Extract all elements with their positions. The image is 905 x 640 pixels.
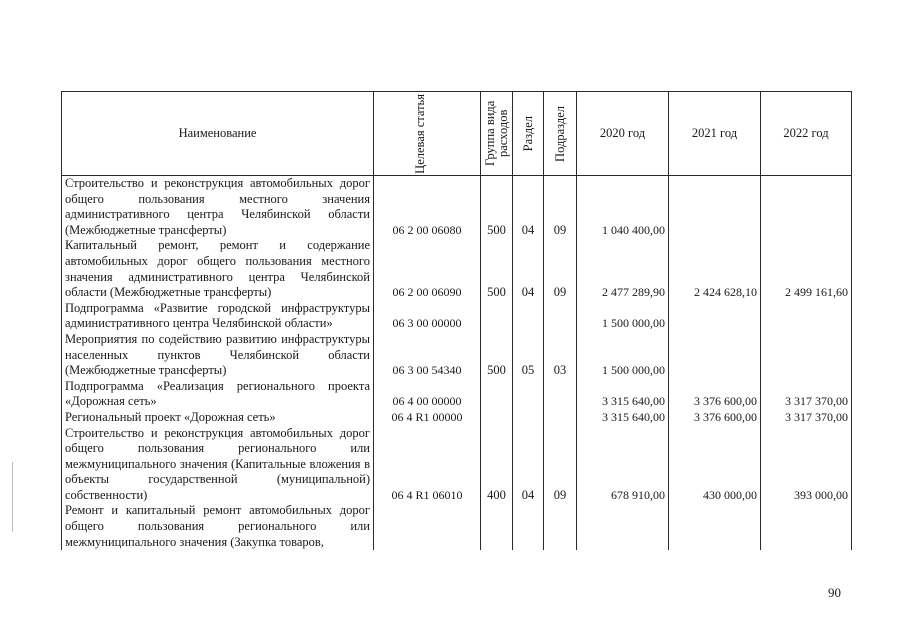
header-section xyxy=(513,92,544,176)
row-2020: 3 315 640,00 xyxy=(577,410,669,426)
row-2022 xyxy=(761,503,852,550)
row-2021 xyxy=(669,301,761,332)
row-code: 06 3 00 54340 xyxy=(374,332,481,379)
row-name: Строительство и реконструкция автомобильных дорог общего пользования регионального или межмуниципального значения (Капитальные вложения в объекты государственной (муниципальной) собственности) xyxy=(62,426,374,504)
scan-edge-mark xyxy=(12,462,13,532)
row-code: 06 4 R1 06010 xyxy=(374,426,481,504)
row-2021 xyxy=(669,332,761,379)
row-group: 500 xyxy=(481,238,513,300)
row-section: 04 xyxy=(513,426,544,504)
row-code: 06 3 00 00000 xyxy=(374,301,481,332)
row-name: Подпрограмма «Реализация регионального проекта «Дорожная сеть» xyxy=(62,379,374,410)
row-section xyxy=(513,379,544,410)
page-number: 90 xyxy=(828,585,841,600)
row-2022: 3 317 370,00 xyxy=(761,410,852,426)
row-section xyxy=(513,503,544,550)
row-2021: 3 376 600,00 xyxy=(669,410,761,426)
header-subsection xyxy=(544,92,577,176)
row-2020: 1 500 000,00 xyxy=(577,332,669,379)
table-row xyxy=(62,332,852,379)
row-subsection: 09 xyxy=(544,426,577,504)
row-2020: 1 500 000,00 xyxy=(577,301,669,332)
row-code: 06 4 R1 00000 xyxy=(374,410,481,426)
row-group xyxy=(481,503,513,550)
header-section-label: Раздел xyxy=(520,115,535,152)
header-target-article xyxy=(374,92,481,176)
header-expense-group-label: Группа вида расходов xyxy=(482,100,510,167)
row-2022 xyxy=(761,301,852,332)
row-name: Региональный проект «Дорожная сеть» xyxy=(62,410,374,426)
row-group: 500 xyxy=(481,332,513,379)
header-subsection-label: Подраздел xyxy=(552,105,567,162)
table-row xyxy=(62,238,852,300)
header-year-2022: 2022 год xyxy=(761,92,852,176)
row-name: Мероприятия по содействию развитию инфраструктуры населенных пунктов Челябинской области (Межбюджетные трансферты) xyxy=(62,332,374,379)
row-section xyxy=(513,410,544,426)
row-2020 xyxy=(577,503,669,550)
table-row xyxy=(62,301,852,332)
table-row xyxy=(62,426,852,504)
row-2021 xyxy=(669,503,761,550)
row-2021: 3 376 600,00 xyxy=(669,379,761,410)
row-2022: 393 000,00 xyxy=(761,426,852,504)
row-subsection xyxy=(544,503,577,550)
row-subsection xyxy=(544,410,577,426)
row-2022 xyxy=(761,332,852,379)
row-subsection: 03 xyxy=(544,332,577,379)
row-section: 04 xyxy=(513,176,544,239)
row-subsection: 09 xyxy=(544,176,577,239)
row-2021: 430 000,00 xyxy=(669,426,761,504)
row-section: 04 xyxy=(513,238,544,300)
table-row xyxy=(62,176,852,239)
row-section: 05 xyxy=(513,332,544,379)
row-2020: 678 910,00 xyxy=(577,426,669,504)
row-subsection: 09 xyxy=(544,238,577,300)
header-name: Наименование xyxy=(62,92,374,176)
row-group xyxy=(481,410,513,426)
row-2020: 3 315 640,00 xyxy=(577,379,669,410)
row-group xyxy=(481,379,513,410)
row-2022: 2 499 161,60 xyxy=(761,238,852,300)
row-2022 xyxy=(761,176,852,239)
row-2020: 2 477 289,90 xyxy=(577,238,669,300)
row-code: 06 2 00 06090 xyxy=(374,238,481,300)
row-subsection xyxy=(544,301,577,332)
header-year-2020: 2020 год xyxy=(577,92,669,176)
row-section xyxy=(513,301,544,332)
row-group xyxy=(481,301,513,332)
table-header-row xyxy=(62,92,852,176)
row-2021: 2 424 628,10 xyxy=(669,238,761,300)
row-group: 500 xyxy=(481,176,513,239)
row-name: Капитальный ремонт, ремонт и содержание автомобильных дорог общего пользования местного значения административного центра Челябинской области (Межбюджетные трансферты) xyxy=(62,238,374,300)
header-expense-group xyxy=(481,92,513,176)
header-target-article-label: Целевая статья xyxy=(413,93,427,174)
table-row xyxy=(62,503,852,550)
row-name: Строительство и реконструкция автомобильных дорог общего пользования местного значения административного центра Челябинской области (Межбюджетные трансферты) xyxy=(62,176,374,239)
row-code: 06 4 00 00000 xyxy=(374,379,481,410)
row-2020: 1 040 400,00 xyxy=(577,176,669,239)
row-group: 400 xyxy=(481,426,513,504)
row-code: 06 2 00 06080 xyxy=(374,176,481,239)
table-row xyxy=(62,410,852,426)
row-subsection xyxy=(544,379,577,410)
budget-table xyxy=(61,91,852,550)
row-name: Подпрограмма «Развитие городской инфраструктуры административного центра Челябинской области» xyxy=(62,301,374,332)
row-2022: 3 317 370,00 xyxy=(761,379,852,410)
row-name: Ремонт и капитальный ремонт автомобильных дорог общего пользования регионального или межмуниципального значения (Закупка товаров, xyxy=(62,503,374,550)
table-row xyxy=(62,379,852,410)
header-year-2021: 2021 год xyxy=(669,92,761,176)
row-code xyxy=(374,503,481,550)
row-2021 xyxy=(669,176,761,239)
